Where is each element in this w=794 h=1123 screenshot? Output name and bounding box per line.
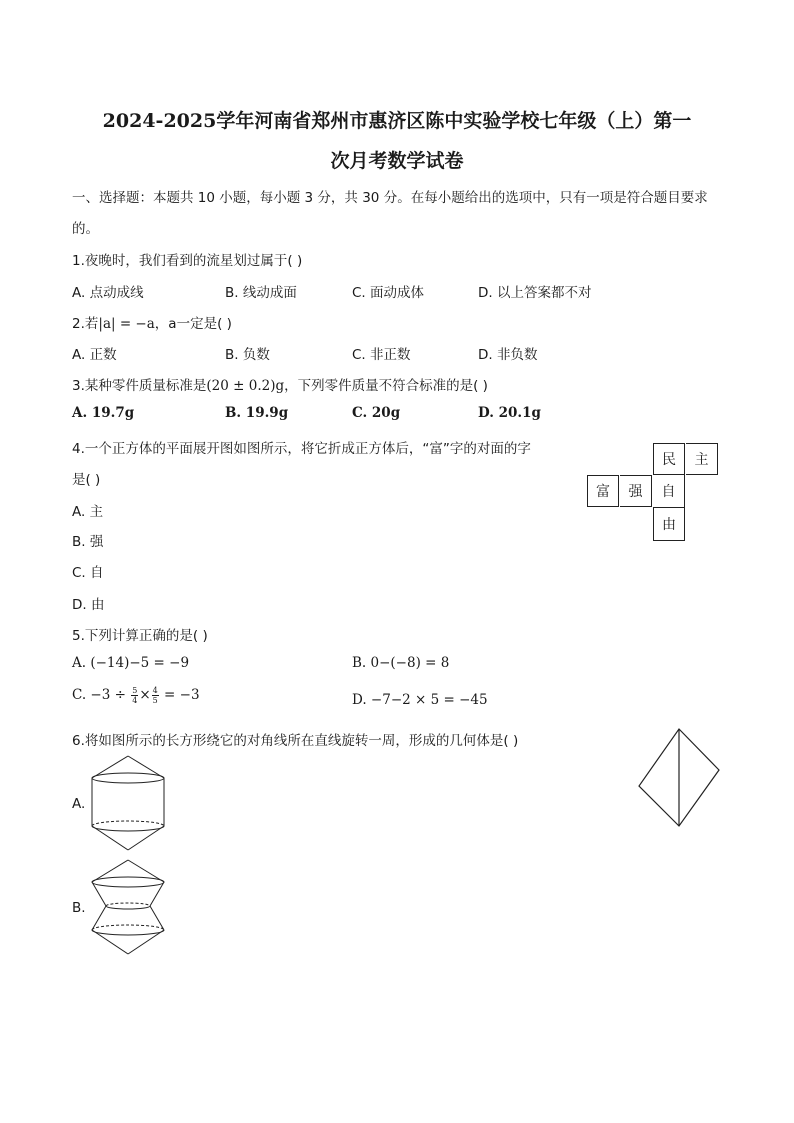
question-3-math: (20 ± 0.2)g bbox=[206, 378, 285, 394]
question-3-option-c: C. 20g bbox=[352, 405, 401, 421]
fraction-four-fifths: $\frac{4}{5}$ bbox=[152, 686, 158, 705]
net-cell-zi: 自 bbox=[653, 475, 685, 508]
question-3-option-b: B. 19.9g bbox=[225, 405, 289, 421]
question-4-stem-continued: 是( ) bbox=[72, 472, 101, 488]
question-4-stem: 4.一个正方体的平面展开图如图所示，将它折成正方体后，“富”字的对面的字 bbox=[72, 441, 531, 457]
question-2-stem: 2.若|a| = −a，a一定是( ) bbox=[72, 316, 232, 332]
fraction-five-fourths: $\frac{5}{4}$ bbox=[132, 686, 138, 705]
page-title-continued: 次月考数学试卷 bbox=[330, 150, 464, 172]
option-b-solid-figure bbox=[88, 858, 168, 958]
question-6-stem: 6.将如图所示的长方形绕它的对角线所在直线旋转一周，形成的几何体是( ) bbox=[72, 733, 519, 749]
question-4-option-d: D. 由 bbox=[72, 597, 105, 613]
question-6-option-a: A. bbox=[72, 796, 86, 812]
question-5-option-b: B. 0−(−8) = 8 bbox=[352, 655, 450, 671]
question-3-option-a: A. 19.7g bbox=[72, 405, 135, 421]
net-cell-you: 由 bbox=[653, 508, 685, 541]
question-1-option-c: C. 面动成体 bbox=[352, 285, 425, 301]
net-cell-min: 民 bbox=[653, 443, 685, 475]
question-4-option-c: C. 自 bbox=[72, 565, 104, 581]
section-heading: 一、选择题：本题共 10 小题，每小题 3 分，共 30 分。在每小题给出的选项中，只有一项是符合题目要求 bbox=[72, 190, 708, 206]
question-5-option-d: D. −7−2 × 5 = −45 bbox=[352, 692, 488, 708]
net-cell-fu: 富 bbox=[587, 475, 619, 507]
question-3-option-d: D. 20.1g bbox=[478, 405, 541, 421]
question-1-stem: 1.夜晚时，我们看到的流星划过属于( ) bbox=[72, 253, 303, 269]
question-1-option-a: A. 点动成线 bbox=[72, 285, 144, 301]
question-4-option-a: A. 主 bbox=[72, 504, 104, 520]
question-6-option-b: B. bbox=[72, 900, 86, 916]
question-1-option-b: B. 线动成面 bbox=[225, 285, 297, 301]
question-1-option-d: D. 以上答案都不对 bbox=[478, 285, 592, 301]
section-heading-continued: 的。 bbox=[72, 221, 99, 237]
rectangle-diagonal-figure bbox=[636, 726, 722, 830]
question-4-option-b: B. 强 bbox=[72, 534, 104, 550]
question-2-option-d: D. 非负数 bbox=[478, 347, 538, 363]
net-cell-qiang: 强 bbox=[620, 475, 652, 507]
question-2-option-a: A. 正数 bbox=[72, 347, 117, 363]
question-5-option-c: C. −3 ÷ $\frac{5}{4}$ × $\frac{4}{5}$ = −3 bbox=[72, 686, 200, 705]
question-2-option-b: B. 负数 bbox=[225, 347, 270, 363]
question-3-stem: 3.某种零件质量标准是(20 ± 0.2)g，下列零件质量不符合标准的是( ) bbox=[72, 378, 488, 394]
question-5-option-a: A. (−14)−5 = −9 bbox=[72, 655, 190, 671]
question-5-stem: 5.下列计算正确的是( ) bbox=[72, 628, 208, 644]
net-cell-zhu: 主 bbox=[686, 443, 718, 475]
question-2-math: |a| = −a bbox=[98, 316, 155, 332]
page-title: 2024-2025学年河南省郑州市惠济区陈中实验学校七年级（上）第一 bbox=[102, 110, 692, 132]
option-a-solid-figure bbox=[88, 754, 168, 854]
question-2-option-c: C. 非正数 bbox=[352, 347, 411, 363]
